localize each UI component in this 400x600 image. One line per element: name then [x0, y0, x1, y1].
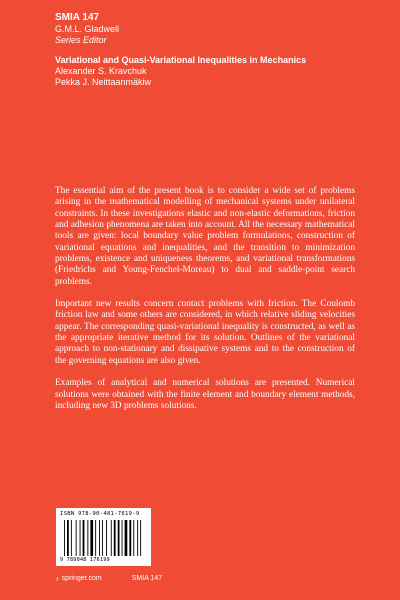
barcode-bar [95, 520, 96, 556]
isbn-number: 9 789048 176199 [60, 557, 110, 563]
barcode-bar [99, 520, 100, 556]
barcode-bar [76, 520, 77, 556]
chevron-right-icon: › [56, 574, 59, 583]
blurb [55, 186, 355, 423]
barcode-bar [67, 520, 69, 556]
barcode-bar [64, 520, 65, 556]
blurb-paragraph-1: The essential aim of the present book is to consider a wide set of problems arising in the mathematical modelling of mechanical systems under unilateral constraints. In these investigations elastic and non-elastic deformations, friction and adhesion phenomena are taken into account. All the necessary mathematical tools are given: local boundary value problem formulations, construction of variational equations and inequalities, and the transition to minimization problems, existence and uniqueness theorems, and variational transformations (Friedrichs and Young-Fenchel-Moreau) to dual and saddle-point search problems. [55, 186, 355, 287]
barcode-bar [71, 520, 72, 556]
publisher-link[interactable] [56, 574, 102, 583]
barcode-bar [80, 520, 81, 556]
series-editor-name: G.M.L. Gladwell [55, 24, 120, 34]
barcode-bar [137, 520, 138, 556]
header [55, 12, 375, 88]
barcode-bar [133, 520, 134, 556]
author-1: Alexander S. Kravchuk [55, 66, 147, 76]
barcode-bar [122, 520, 123, 556]
barcode-bar [125, 520, 128, 556]
barcode-bar [83, 520, 85, 556]
series-editor-role: Series Editor [55, 35, 107, 45]
isbn-label: ISBN 978-90-481-7619-9 [60, 511, 140, 517]
barcode-bar [106, 520, 107, 556]
series-code: SMIA 147 [55, 12, 100, 23]
barcode-bar [102, 520, 103, 556]
footer-series-code: SMIA 147 [131, 575, 163, 582]
barcode-bar [111, 520, 112, 556]
barcode-bar [129, 520, 131, 556]
barcode-bar [118, 520, 120, 556]
barcode-bar [114, 520, 116, 556]
book-title: Variational and Quasi-Variational Inequalities in Mechanics [55, 55, 307, 65]
barcode-bar [140, 520, 141, 556]
publisher-url: springer.com [61, 575, 102, 582]
blurb-paragraph-3: Examples of analytical and numerical solutions are presented. Numerical solutions were obtained with the finite element and boundary element methods, including new 3D problems solutions. [55, 378, 355, 411]
blurb-paragraph-2: Important new results concern contact problems with friction. The Coulomb friction law and some others are considered, in which relative sliding velocities appear. The corresponding quasi-variational inequality is constructed, as well as the appropriate iterative method for its solution. Outlines of the variational approach to non-stationary and dissipative systems and to the construction of the governing equations are also given. [55, 299, 355, 366]
barcode-box [56, 508, 151, 566]
footer [56, 574, 162, 583]
author-2: Pekka J. Neittaanmäkiw [55, 77, 152, 87]
barcode-bar [90, 520, 93, 556]
barcode-graphic [64, 520, 144, 556]
barcode-bar [87, 520, 88, 556]
